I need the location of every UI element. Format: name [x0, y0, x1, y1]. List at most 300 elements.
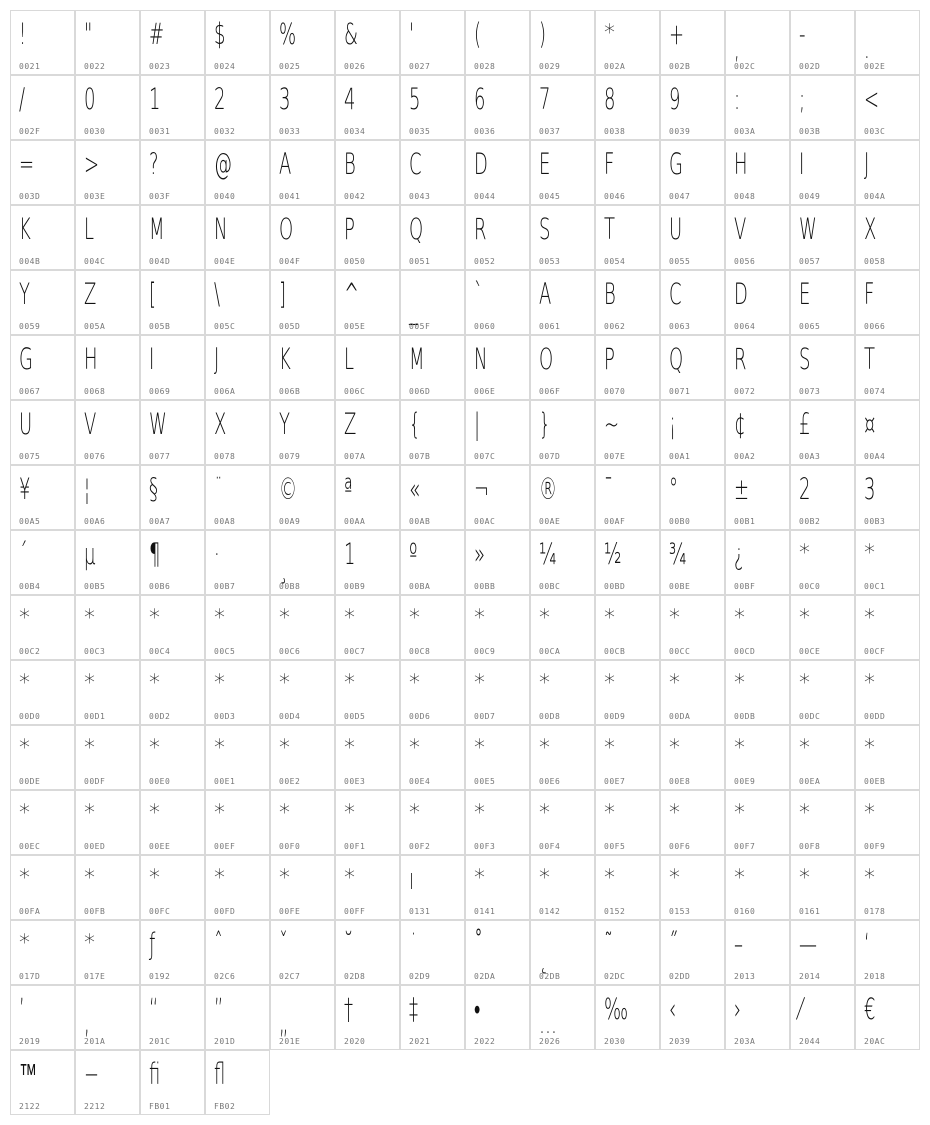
codepoint-label: 0059: [19, 322, 41, 331]
glyph-sample: ?: [149, 147, 159, 181]
glyph-cell: [10, 855, 75, 920]
glyph-cell: [270, 595, 335, 660]
codepoint-label: 2013: [734, 972, 756, 981]
codepoint-label: 006E: [474, 387, 496, 396]
glyph-cell: [140, 855, 205, 920]
glyph-cell: [530, 140, 595, 205]
codepoint-label: FB02: [214, 1102, 236, 1111]
codepoint-label: 003C: [864, 127, 886, 136]
codepoint-label: 0037: [539, 127, 561, 136]
glyph-cell: [10, 75, 75, 140]
glyph-sample: ”: [214, 992, 224, 1026]
codepoint-label: 00DA: [669, 712, 691, 721]
glyph-sample: *: [19, 736, 30, 761]
glyph-cell: [660, 400, 725, 465]
glyph-cell: [595, 530, 660, 595]
glyph-sample: N: [474, 342, 488, 376]
glyph-sample: €: [864, 992, 876, 1026]
glyph-sample: *: [474, 736, 485, 761]
codepoint-label: 00A8: [214, 517, 236, 526]
glyph-sample: ˛: [539, 941, 548, 975]
glyph-cell: [530, 465, 595, 530]
glyph-sample: *: [864, 671, 875, 696]
codepoint-label: 017D: [19, 972, 41, 981]
glyph-sample: *: [734, 606, 745, 631]
glyph-cell: [140, 270, 205, 335]
glyph-sample: *: [19, 671, 30, 696]
codepoint-label: 2022: [474, 1037, 496, 1046]
glyph-cell: [10, 595, 75, 660]
glyph-cell: [335, 10, 400, 75]
glyph-sample: ˘: [344, 927, 353, 961]
glyph-cell: [10, 920, 75, 985]
glyph-cell: [725, 660, 790, 725]
glyph-sample: º: [409, 537, 418, 571]
glyph-cell: [140, 660, 205, 725]
codepoint-label: 00BD: [604, 582, 626, 591]
codepoint-label: 00FC: [149, 907, 171, 916]
codepoint-label: 2020: [344, 1037, 366, 1046]
codepoint-label: 00C9: [474, 647, 496, 656]
glyph-grid: [10, 10, 920, 1115]
glyph-sample: /: [19, 82, 26, 116]
glyph-cell: [400, 270, 465, 335]
glyph-cell: [660, 465, 725, 530]
glyph-cell: [270, 790, 335, 855]
glyph-cell: [140, 465, 205, 530]
codepoint-label: 0065: [799, 322, 821, 331]
glyph-sample: E: [539, 147, 551, 181]
codepoint-label: 003B: [799, 127, 821, 136]
glyph-cell: [465, 465, 530, 530]
codepoint-label: 00A1: [669, 452, 691, 461]
codepoint-label: 0079: [279, 452, 301, 461]
codepoint-label: 0152: [604, 907, 626, 916]
codepoint-label: 002F: [19, 127, 41, 136]
glyph-cell: [335, 75, 400, 140]
glyph-sample: 3: [279, 82, 291, 116]
glyph-sample: *: [149, 736, 160, 761]
glyph-cell: [10, 270, 75, 335]
codepoint-label: 00B4: [19, 582, 41, 591]
codepoint-label: 00FB: [84, 907, 106, 916]
glyph-cell: [465, 205, 530, 270]
glyph-cell: [725, 855, 790, 920]
glyph-sample: *: [474, 866, 485, 891]
glyph-cell: [725, 270, 790, 335]
codepoint-label: 00B8: [279, 582, 301, 591]
codepoint-label: 00C1: [864, 582, 886, 591]
glyph-cell: [400, 855, 465, 920]
glyph-sample: *: [279, 866, 290, 891]
codepoint-label: 0160: [734, 907, 756, 916]
codepoint-label: 0077: [149, 452, 171, 461]
glyph-cell: [660, 10, 725, 75]
glyph-cell: [205, 10, 270, 75]
codepoint-label: 0033: [279, 127, 301, 136]
codepoint-label: 2044: [799, 1037, 821, 1046]
codepoint-label: 0049: [799, 192, 821, 201]
glyph-cell: [140, 10, 205, 75]
codepoint-label: 0048: [734, 192, 756, 201]
glyph-sample: ﬂ: [214, 1057, 226, 1091]
codepoint-label: 0071: [669, 387, 691, 396]
codepoint-label: 00C7: [344, 647, 366, 656]
glyph-sample: *: [669, 866, 680, 891]
glyph-sample: ˇ: [279, 927, 288, 961]
codepoint-label: 00DC: [799, 712, 821, 721]
glyph-cell: [400, 75, 465, 140]
glyph-sample: §: [149, 472, 158, 506]
glyph-sample: ‡: [409, 992, 418, 1026]
glyph-sample: *: [539, 866, 550, 891]
glyph-sample: »: [474, 537, 486, 571]
glyph-sample: ⁄: [799, 992, 803, 1026]
glyph-sample: K: [279, 342, 291, 376]
codepoint-label: 00D9: [604, 712, 626, 721]
glyph-sample: <: [864, 82, 880, 116]
glyph-cell: [205, 335, 270, 400]
glyph-cell: [10, 530, 75, 595]
codepoint-label: 02C7: [279, 972, 301, 981]
glyph-sample: *: [604, 671, 615, 696]
glyph-sample: *: [84, 606, 95, 631]
glyph-cell: [530, 985, 595, 1050]
glyph-sample: A: [539, 277, 552, 311]
codepoint-label: 007B: [409, 452, 431, 461]
glyph-sample: *: [344, 606, 355, 631]
glyph-sample: •: [474, 992, 481, 1026]
codepoint-label: 00B7: [214, 582, 236, 591]
glyph-cell: [75, 855, 140, 920]
glyph-cell: [465, 595, 530, 660]
codepoint-label: 00F8: [799, 842, 821, 851]
codepoint-label: 00A2: [734, 452, 756, 461]
glyph-cell: [205, 400, 270, 465]
codepoint-label: 02DC: [604, 972, 626, 981]
codepoint-label: 00B5: [84, 582, 106, 591]
codepoint-label: 0027: [409, 62, 431, 71]
glyph-cell: [335, 985, 400, 1050]
glyph-cell: [530, 335, 595, 400]
glyph-sample: ,: [734, 31, 740, 65]
codepoint-label: 00CF: [864, 647, 886, 656]
glyph-sample: …: [539, 1006, 557, 1040]
codepoint-label: 00C8: [409, 647, 431, 656]
glyph-sample: ‹: [669, 992, 677, 1026]
codepoint-label: 00F5: [604, 842, 626, 851]
codepoint-label: 0047: [669, 192, 691, 201]
glyph-cell: [270, 140, 335, 205]
codepoint-label: 00D8: [539, 712, 561, 721]
glyph-sample: *: [539, 606, 550, 631]
glyph-sample: ¼: [539, 537, 557, 571]
glyph-sample: ': [409, 17, 414, 51]
glyph-cell: [660, 335, 725, 400]
glyph-cell: [205, 75, 270, 140]
glyph-sample: *: [474, 801, 485, 826]
glyph-cell: [465, 920, 530, 985]
glyph-sample: 0: [84, 82, 96, 116]
glyph-sample: *: [279, 671, 290, 696]
glyph-sample: *: [474, 606, 485, 631]
glyph-sample: Z: [84, 277, 97, 311]
glyph-cell: [465, 725, 530, 790]
codepoint-label: 00D3: [214, 712, 236, 721]
glyph-cell: [335, 855, 400, 920]
codepoint-label: 0067: [19, 387, 41, 396]
glyph-sample: *: [344, 671, 355, 696]
codepoint-label: 007C: [474, 452, 496, 461]
glyph-cell: [790, 660, 855, 725]
codepoint-label: 00BA: [409, 582, 431, 591]
codepoint-label: 203A: [734, 1037, 756, 1046]
glyph-cell: [270, 530, 335, 595]
glyph-sample: M: [149, 212, 165, 246]
glyph-sample: ª: [344, 472, 353, 506]
glyph-cell: [595, 75, 660, 140]
glyph-sample: -: [799, 17, 806, 51]
codepoint-label: 0042: [344, 192, 366, 201]
glyph-sample: ]: [279, 277, 287, 311]
codepoint-label: 007A: [344, 452, 366, 461]
glyph-cell: [660, 855, 725, 920]
glyph-sample: *: [344, 736, 355, 761]
glyph-cell: [595, 335, 660, 400]
glyph-sample: °: [669, 472, 678, 506]
glyph-sample: Q: [669, 342, 684, 376]
glyph-cell: [855, 205, 920, 270]
glyph-sample: L: [84, 212, 95, 246]
glyph-cell: [335, 660, 400, 725]
glyph-sample: *: [344, 801, 355, 826]
codepoint-label: 0060: [474, 322, 496, 331]
glyph-sample: ¡: [669, 407, 677, 441]
codepoint-label: 00D7: [474, 712, 496, 721]
glyph-cell: [595, 10, 660, 75]
glyph-cell: [855, 660, 920, 725]
glyph-sample: *: [799, 541, 810, 566]
glyph-cell: [790, 920, 855, 985]
glyph-sample: „: [279, 1006, 289, 1040]
glyph-cell: [270, 335, 335, 400]
codepoint-label: 005D: [279, 322, 301, 331]
glyph-sample: {: [409, 407, 421, 441]
glyph-sample: =: [19, 147, 35, 181]
glyph-cell: [10, 1050, 75, 1115]
codepoint-label: 2212: [84, 1102, 106, 1111]
codepoint-label: 00F2: [409, 842, 431, 851]
codepoint-label: 20AC: [864, 1037, 886, 1046]
codepoint-label: 00EF: [214, 842, 236, 851]
glyph-cell: [790, 855, 855, 920]
glyph-cell: [595, 205, 660, 270]
glyph-cell: [790, 270, 855, 335]
codepoint-label: 0052: [474, 257, 496, 266]
glyph-sample: ¯: [604, 472, 613, 506]
glyph-sample: *: [799, 606, 810, 631]
glyph-sample: *: [149, 606, 160, 631]
glyph-sample: 1: [344, 537, 356, 571]
glyph-cell: [595, 660, 660, 725]
glyph-sample: µ: [84, 537, 96, 571]
glyph-cell: [205, 1050, 270, 1115]
codepoint-label: 0030: [84, 127, 106, 136]
glyph-cell: [335, 790, 400, 855]
codepoint-label: 006D: [409, 387, 431, 396]
codepoint-label: 00A4: [864, 452, 886, 461]
glyph-sample: ¶: [149, 537, 161, 571]
glyph-cell: [75, 595, 140, 660]
codepoint-label: 0141: [474, 907, 496, 916]
codepoint-label: 00FE: [279, 907, 301, 916]
glyph-sample: O: [279, 212, 294, 246]
glyph-sample: *: [799, 866, 810, 891]
glyph-cell: [465, 855, 530, 920]
glyph-cell: [530, 530, 595, 595]
glyph-cell: [595, 725, 660, 790]
glyph-sample: 2: [799, 472, 811, 506]
glyph-cell: [465, 400, 530, 465]
glyph-sample: ı: [409, 862, 414, 896]
glyph-sample: ": [84, 17, 93, 51]
glyph-cell: [530, 75, 595, 140]
codepoint-label: 00B9: [344, 582, 366, 591]
glyph-cell: [595, 140, 660, 205]
glyph-sample: ƒ: [149, 927, 156, 961]
codepoint-label: 0058: [864, 257, 886, 266]
glyph-cell: [335, 725, 400, 790]
glyph-sample: O: [539, 342, 554, 376]
codepoint-label: 0161: [799, 907, 821, 916]
glyph-cell: [530, 205, 595, 270]
codepoint-label: 00D1: [84, 712, 106, 721]
codepoint-label: 0057: [799, 257, 821, 266]
glyph-sample: *: [19, 866, 30, 891]
glyph-sample: 2: [214, 82, 226, 116]
glyph-cell: [75, 205, 140, 270]
glyph-sample: *: [864, 606, 875, 631]
codepoint-label: 2039: [669, 1037, 691, 1046]
glyph-sample: ¨: [214, 472, 223, 506]
glyph-cell: [725, 400, 790, 465]
glyph-sample: H: [84, 342, 98, 376]
codepoint-label: 00DE: [19, 777, 41, 786]
codepoint-label: 0061: [539, 322, 561, 331]
glyph-sample: P: [604, 342, 615, 376]
glyph-cell: [75, 660, 140, 725]
glyph-sample: !: [19, 17, 27, 51]
codepoint-label: 0073: [799, 387, 821, 396]
glyph-cell: [75, 985, 140, 1050]
glyph-sample: I: [149, 342, 155, 376]
glyph-sample: 4: [344, 82, 356, 116]
glyph-cell: [140, 205, 205, 270]
codepoint-label: 0064: [734, 322, 756, 331]
codepoint-label: 00AE: [539, 517, 561, 526]
codepoint-label: 0029: [539, 62, 561, 71]
glyph-sample: ©: [279, 472, 297, 506]
glyph-cell: [205, 270, 270, 335]
glyph-cell: [400, 660, 465, 725]
glyph-cell: [725, 10, 790, 75]
codepoint-label: 02C6: [214, 972, 236, 981]
glyph-sample: *: [149, 866, 160, 891]
codepoint-label: 0076: [84, 452, 106, 461]
glyph-sample: E: [799, 277, 811, 311]
codepoint-label: 00AC: [474, 517, 496, 526]
glyph-cell: [205, 465, 270, 530]
glyph-sample: ‚: [84, 1006, 90, 1040]
glyph-cell: [530, 400, 595, 465]
codepoint-label: 00B6: [149, 582, 171, 591]
codepoint-label: 006A: [214, 387, 236, 396]
codepoint-label: 00B0: [669, 517, 691, 526]
glyph-cell: [660, 725, 725, 790]
glyph-sample: *: [474, 671, 485, 696]
codepoint-label: 005C: [214, 322, 236, 331]
codepoint-label: 2019: [19, 1037, 41, 1046]
glyph-cell: [270, 400, 335, 465]
glyph-sample: F: [864, 277, 875, 311]
codepoint-label: 006B: [279, 387, 301, 396]
codepoint-label: 0153: [669, 907, 691, 916]
glyph-sample: *: [799, 801, 810, 826]
codepoint-label: 0075: [19, 452, 41, 461]
glyph-cell: [10, 10, 75, 75]
glyph-cell: [855, 140, 920, 205]
codepoint-label: 004F: [279, 257, 301, 266]
codepoint-label: 00F4: [539, 842, 561, 851]
codepoint-label: 0035: [409, 127, 431, 136]
codepoint-label: 004E: [214, 257, 236, 266]
codepoint-label: 00F3: [474, 842, 496, 851]
glyph-cell: [790, 205, 855, 270]
glyph-cell: [335, 595, 400, 660]
codepoint-label: 00AA: [344, 517, 366, 526]
glyph-sample: *: [279, 606, 290, 631]
glyph-sample: *: [19, 931, 30, 956]
glyph-cell: [140, 400, 205, 465]
glyph-sample: S: [799, 342, 811, 376]
glyph-cell: [205, 205, 270, 270]
codepoint-label: 0032: [214, 127, 236, 136]
glyph-sample: ±: [734, 472, 750, 506]
codepoint-label: 004C: [84, 257, 106, 266]
glyph-cell: [855, 270, 920, 335]
glyph-sample: ~: [604, 407, 620, 441]
glyph-cell: [140, 1050, 205, 1115]
glyph-cell: [270, 660, 335, 725]
glyph-cell: [335, 335, 400, 400]
glyph-cell: [335, 270, 400, 335]
glyph-cell: [660, 790, 725, 855]
codepoint-label: 0025: [279, 62, 301, 71]
codepoint-label: 003D: [19, 192, 41, 201]
glyph-sample: ˝: [669, 927, 678, 961]
glyph-cell: [75, 725, 140, 790]
codepoint-label: 00E4: [409, 777, 431, 786]
glyph-cell: [75, 10, 140, 75]
glyph-sample: V: [84, 407, 97, 441]
glyph-cell: [790, 140, 855, 205]
glyph-cell: [725, 465, 790, 530]
glyph-cell: [855, 530, 920, 595]
codepoint-label: 0021: [19, 62, 41, 71]
codepoint-label: 00E1: [214, 777, 236, 786]
glyph-cell: [595, 985, 660, 1050]
glyph-cell: [400, 595, 465, 660]
